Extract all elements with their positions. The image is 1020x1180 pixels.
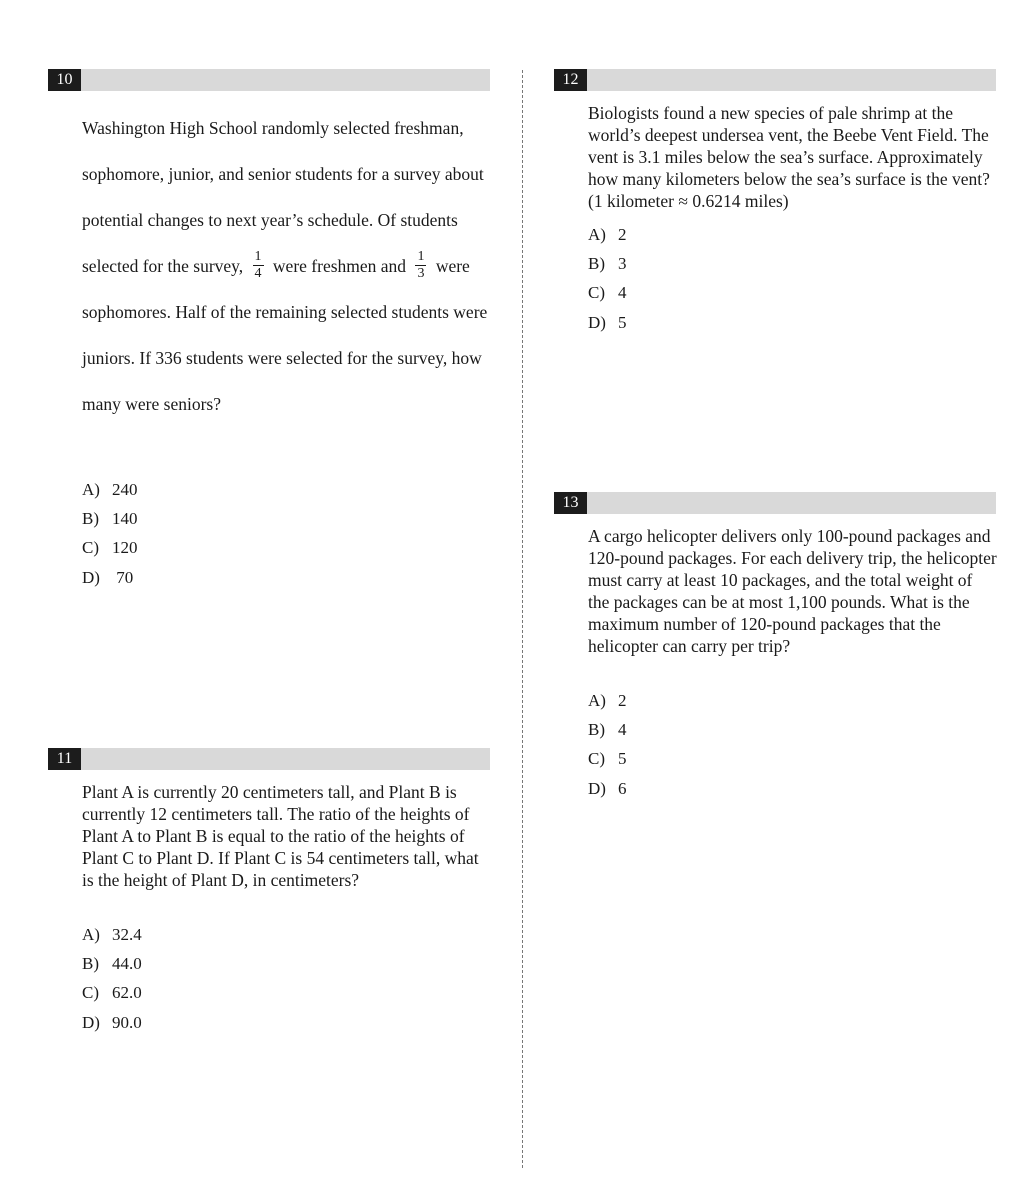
answer-choice[interactable]: D) 70 <box>82 567 134 587</box>
fraction-one-fourth: $\frac{1}{4}$ <box>254 249 262 282</box>
answer-choice[interactable]: B) 3 <box>588 254 627 274</box>
question-number: 12 <box>554 69 587 91</box>
fraction-one-third: $\frac{1}{3}$ <box>417 249 425 282</box>
column-divider <box>522 70 523 1168</box>
question-12-choices <box>588 220 627 337</box>
question-number: 11 <box>48 748 81 770</box>
answer-choice[interactable]: A) 240 <box>82 480 138 499</box>
answer-choice[interactable]: C) 5 <box>588 749 627 769</box>
question-13-header <box>554 492 996 514</box>
question-10-choices <box>82 475 138 592</box>
answer-choice[interactable]: D) 90.0 <box>82 1012 142 1032</box>
question-13-choices <box>588 686 627 803</box>
question-10-header <box>48 69 490 91</box>
answer-choice[interactable]: B) 44.0 <box>82 954 142 974</box>
question-11-header <box>48 748 490 770</box>
answer-choice[interactable]: C) 62.0 <box>82 983 142 1003</box>
answer-choice[interactable]: B) 4 <box>588 720 627 740</box>
answer-choice[interactable]: B) 140 <box>82 509 138 529</box>
answer-choice[interactable]: C) 4 <box>588 283 627 303</box>
question-12-header <box>554 69 996 91</box>
answer-choice[interactable]: A) 32.4 <box>82 925 142 944</box>
answer-choice[interactable]: D) 6 <box>588 778 627 798</box>
question-number: 13 <box>554 492 587 514</box>
answer-choice[interactable]: D) 5 <box>588 312 627 332</box>
question-number: 10 <box>48 69 81 91</box>
question-11-choices <box>82 920 142 1037</box>
question-12-stem: Biologists found a new species of pale shrimp at the world’s deepest undersea vent, the Beebe Vent Field. The vent is 3.1 miles below the sea’s surface. Approximately how many kilometers below the sea’s surface is the vent? (1 kilometer ≈ 0.6214 miles) <box>588 103 990 211</box>
question-13-stem: A cargo helicopter delivers only 100-pound packages and 120-pound packages. For each delivery trip, the helicopter must carry at least 10 packages, and the total weight of the packages can be at most 1,100 pounds. What is the maximum number of 120-pound packages that the helicopter can carry per trip? <box>588 526 997 656</box>
answer-choice[interactable]: C) 120 <box>82 538 138 558</box>
answer-choice[interactable]: A) 2 <box>588 691 627 710</box>
question-10-stem: Washington High School randomly selected freshman, sophomore, junior, and senior students for a survey about potential changes to next year’s schedule. Of students selected for the survey, $\frac{1}{4}$ were freshmen and $\frac{1}{3}$ were sophomores. Half of the remaining selected students were juniors. If 336 students were selected for the survey, how many were seniors? <box>82 118 488 414</box>
question-11-stem: Plant A is currently 20 centimeters tall, and Plant B is currently 12 centimeters tall. The ratio of the heights of Plant A to Plant B is equal to the ratio of the heights of Plant C to Plant D. If Plant C is 54 centimeters tall, what is the height of Plant D, in centimeters? <box>82 782 479 890</box>
answer-choice[interactable]: A) 2 <box>588 225 627 244</box>
